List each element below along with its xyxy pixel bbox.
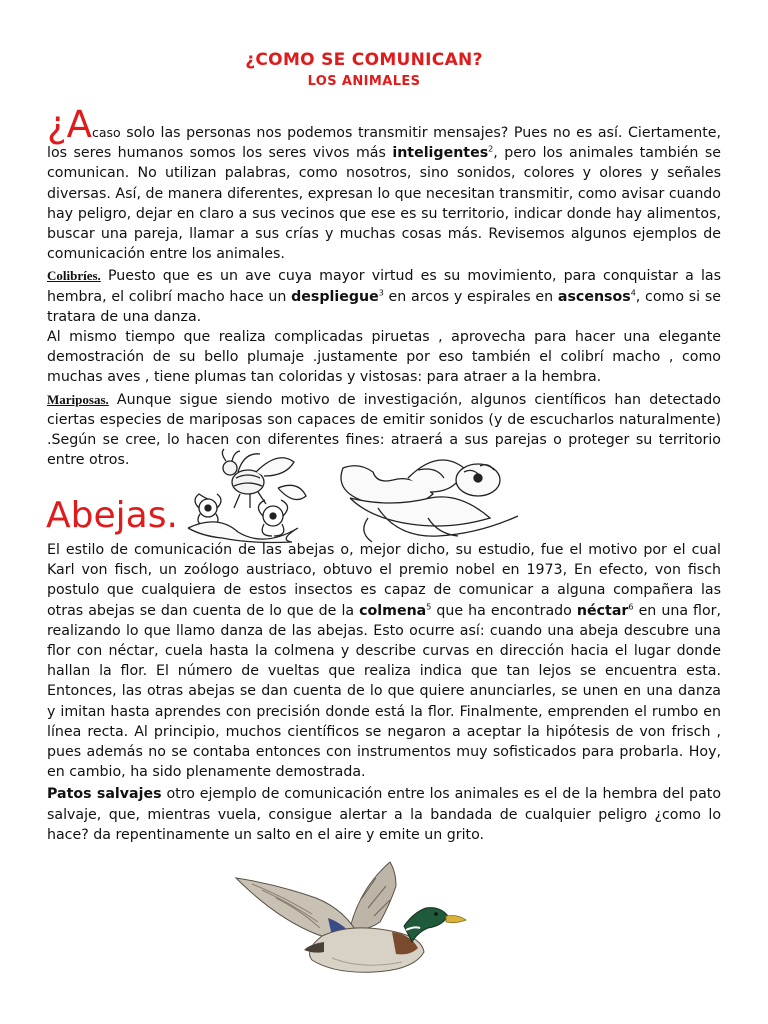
colibries-label: Colibríes. <box>47 268 101 284</box>
abejas-text-c: en una flor, realizando lo que llamo danza de las abejas. Esto ocurre así: cuando una abeja descubre una flor con néctar, cuela hasta la colmena y describe curvas en dirección hacia el lugar donde hallan la flor. El número de vueltas que realiza indica que tan lejos se encuentra esta. Entonces, las otras abejas se dan cuenta de lo que quiere anunciarles, se unen en una danza y imitan hasta aprendes con precisión donde está la flor. Finalmente, emprenden el rumbo en línea recta. Al principio, muchos científicos se negaron a aceptar la hipótesis de von frisch , pues además no se contaba entonces con instrumentos muy sofisticados para probarla. Hoy, en cambio, ha sido plenamente demostrada. <box>47 602 722 781</box>
intro-text-b: , pero los animales también se comunican. No utilizan palabras, como nosotros, sino sonidos, colores y olores y señales diversas. Así, de manera diferentes, expresan lo que necesitan transmitir, como avisar cuando hay peligro, dejar en claro a sus vecinos que ese es su territorio, indicar donde hay alimentos, buscar una pareja, llamar a sus crías y muchas cosas más. Revisemos algunos ejemplos de comunicación entre los animales. <box>47 145 721 263</box>
colibries-paragraph <box>47 266 721 327</box>
keyword-ascensos: ascensos <box>557 288 631 305</box>
mariposas-text: Aunque sigue siendo motivo de investigación, algunos científicos han detectado ciertas especies de mariposas son capaces de emitir sonidos (y de escucharlos naturalmente) .Según se cree, lo hacen con diferentes fines: atraerá a sus parejas o proteger su territorio entre otros. <box>47 391 721 469</box>
abejas-text-b: que ha encontrado <box>431 602 577 619</box>
colibries-text-a: Puesto que es un ave cuya mayor virtud es su movimiento, para conquistar a las hembra, el colibrí macho hace un <box>47 268 721 305</box>
drop-cap: ¿A <box>47 103 92 146</box>
bee-flowers-illustration <box>178 448 723 544</box>
colibries-paragraph-2: Al mismo tiempo que realiza complicadas piruetas , aprovecha para hacer una elegante demostración de su bello plumaje .justamente por eso también el colibrí macho , como muchas aves , tiene plumas tan coloridas y vistosas: para atraer a la hembra. <box>47 329 721 386</box>
keyword-despliegue: despliegue <box>291 288 379 305</box>
mariposas-label: Mariposas. <box>47 391 109 407</box>
abejas-text-a: El estilo de comunicación de las abejas o, mejor dicho, su estudio, fue el motivo por el cual Karl von fisch, un zoólogo austriaco, obtuvo el premio nobel en 1973, En efecto, von fisch postulo que cualquiera de estos insectos es capaz de comunicar a alguna compañera las otras abejas se dan cuenta de lo que de la <box>47 542 721 619</box>
footnote-3: 3 <box>378 287 384 297</box>
keyword-colmena: colmena <box>359 602 427 619</box>
footnote-6: 6 <box>628 601 634 611</box>
patos-text: otro ejemplo de comunicación entre los animales es el de la hembra del pato salvaje, que, mientras vuela, consigue alertar a la bandada de cualquier peligro ¿como lo hace? da repentinamente un salto en el aire y emite un grito. <box>47 786 722 843</box>
keyword-inteligentes: inteligentes <box>392 145 489 162</box>
page-title: ¿COMO SE COMUNICAN? <box>245 50 483 70</box>
patos-label: Patos salvajes <box>47 786 162 803</box>
intro-text-a: solo las personas nos podemos transmitir mensajes? Pues no es así. Ciertamente, los seres humanos somos los seres vivos más <box>47 125 721 162</box>
intro-caso: caso <box>91 125 121 140</box>
footnote-4: 4 <box>630 287 636 297</box>
colibries-text-c: , como si se tratara de una danza. <box>47 288 721 325</box>
footnote-2: 2 <box>488 144 494 154</box>
abejas-body <box>47 540 721 845</box>
colibries-text-b: en arcos y espirales en <box>383 288 558 305</box>
keyword-nectar: néctar <box>576 602 629 619</box>
abejas-heading: Abejas. <box>46 495 178 536</box>
body-text <box>47 103 721 470</box>
patos-paragraph <box>47 784 721 845</box>
page-subtitle: LOS ANIMALES <box>307 74 421 89</box>
duck-illustration <box>232 858 468 1014</box>
abejas-paragraph <box>47 540 721 782</box>
footnote-5: 5 <box>426 601 432 611</box>
intro-paragraph <box>47 103 721 264</box>
